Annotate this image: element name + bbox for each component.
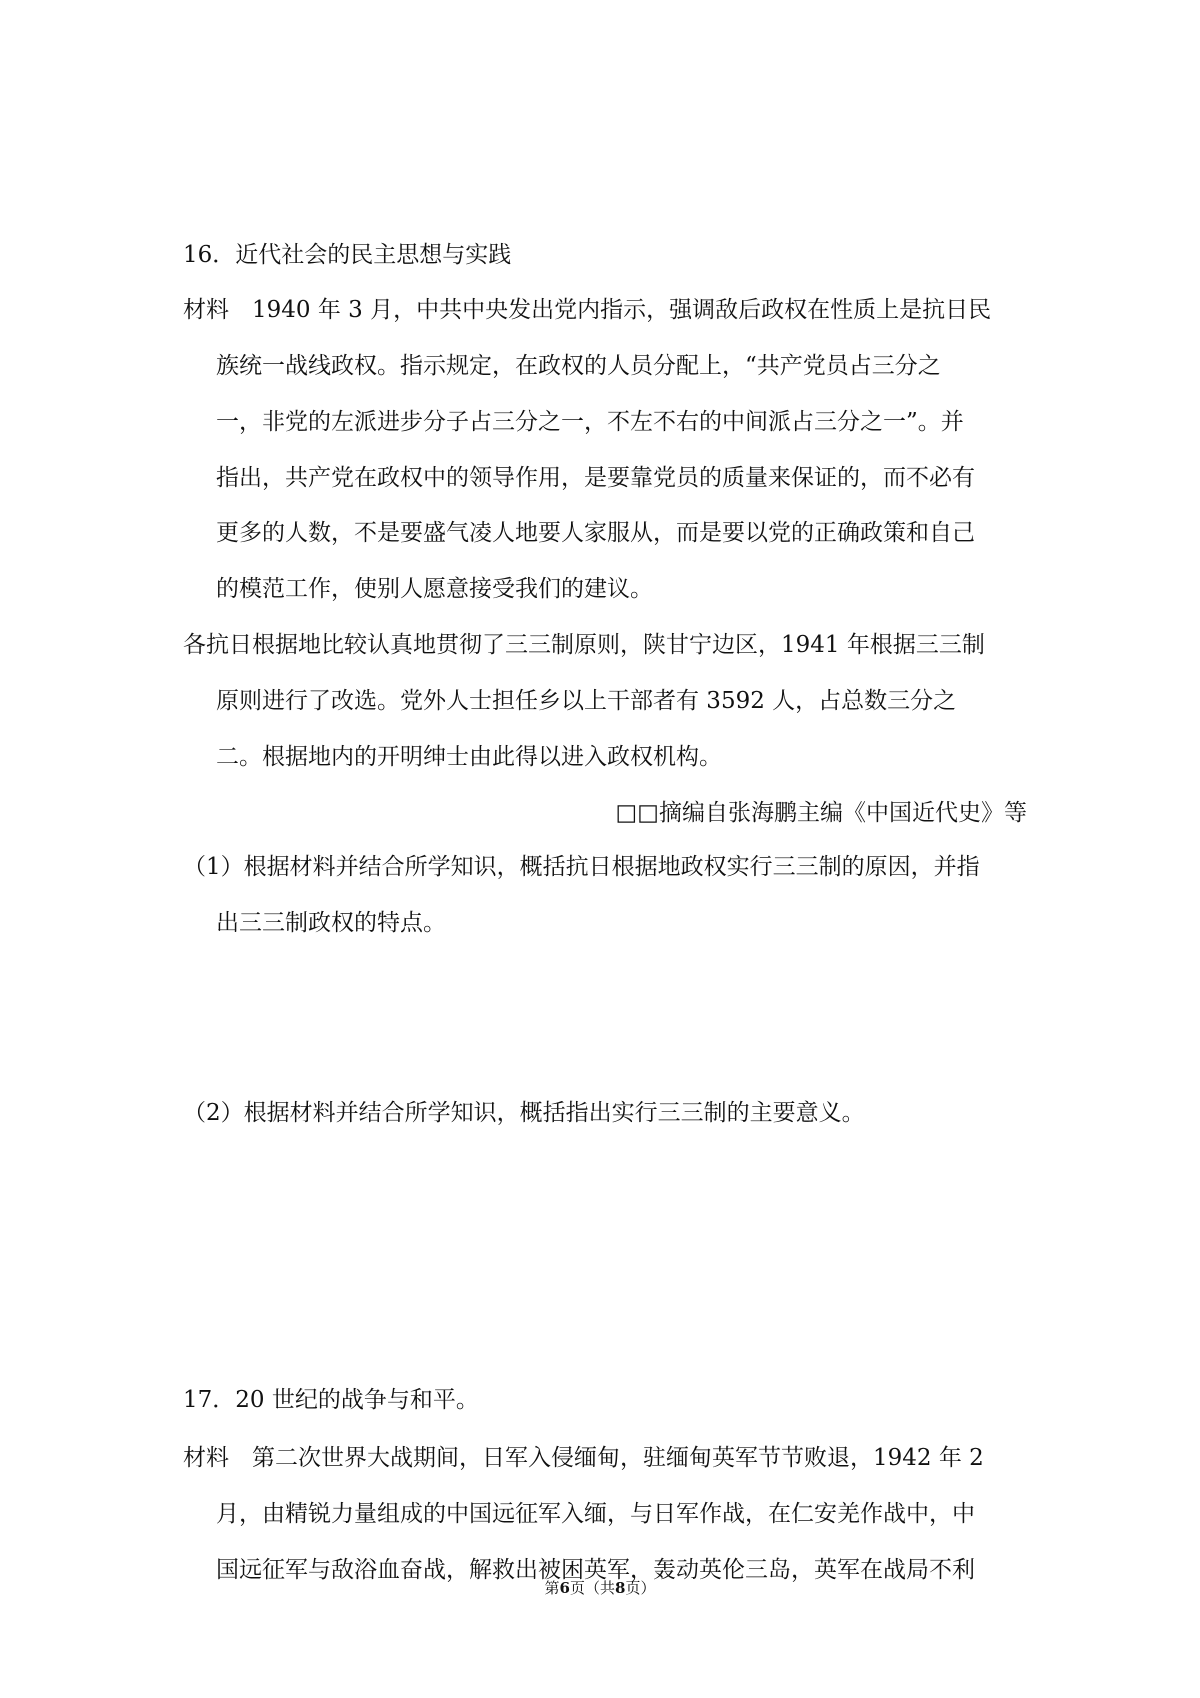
q16-paragraph2-line-3: 二。根据地内的开明绅士由此得以进入政权机构。 bbox=[216, 744, 722, 770]
q16-material-line-4: 指出，共产党在政权中的领导作用，是要靠党员的质量来保证的，而不必有 bbox=[216, 465, 975, 491]
footer-prefix: 第 bbox=[544, 1579, 560, 1597]
q16-subquestion-1-line-1: （1）根据材料并结合所学知识，概括抗日根据地政权实行三三制的原因，并指 bbox=[183, 854, 980, 880]
footer-middle: 页（共 bbox=[569, 1579, 615, 1597]
q16-paragraph2-line-2: 原则进行了改选。党外人士担任乡以上干部者有 3592 人，占总数三分之 bbox=[216, 688, 957, 714]
q16-paragraph2-line-1: 各抗日根据地比较认真地贯彻了三三制原则，陕甘宁边区，1941 年根据三三制 bbox=[183, 632, 985, 658]
q17-title: 17．20 世纪的战争与和平。 bbox=[183, 1387, 479, 1413]
q17-material-line-2: 月，由精锐力量组成的中国远征军入缅，与日军作战，在仁安羌作战中，中 bbox=[216, 1501, 975, 1527]
q17-material-line-3: 国远征军与敌浴血奋战，解救出被困英军，轰动英伦三岛，英军在战局不利 bbox=[216, 1557, 975, 1583]
q16-material-line-2: 族统一战线政权。指示规定，在政权的人员分配上，“共产党员占三分之 bbox=[216, 353, 941, 379]
q16-material-line-1: 材料 1940 年 3 月，中共中央发出党内指示，强调敌后政权在性质上是抗日民 bbox=[183, 297, 992, 323]
q16-material-line-5: 更多的人数，不是要盛气凌人地要人家服从，而是要以党的正确政策和自己 bbox=[216, 520, 975, 546]
q17-material-line-1: 材料 第二次世界大战期间，日军入侵缅甸，驻缅甸英军节节败退，1942 年 2 bbox=[183, 1445, 984, 1471]
q16-material-line-6: 的模范工作，使别人愿意接受我们的建议。 bbox=[216, 576, 653, 602]
current-page-number: 6 bbox=[559, 1579, 570, 1597]
q16-material-line-3: 一，非党的左派进步分子占三分之一，不左不右的中间派占三分之一”。并 bbox=[216, 409, 964, 435]
footer-suffix: 页） bbox=[625, 1579, 656, 1597]
page-footer bbox=[0, 1578, 1200, 1598]
total-page-count: 8 bbox=[615, 1579, 626, 1597]
q16-subquestion-2: （2）根据材料并结合所学知识，概括指出实行三三制的主要意义。 bbox=[183, 1100, 865, 1126]
q16-subquestion-1-line-2: 出三三制政权的特点。 bbox=[216, 910, 446, 936]
q16-title: 16．近代社会的民主思想与实践 bbox=[183, 242, 512, 268]
q16-source-attribution: □□摘编自张海鹏主编《中国近代史》等 bbox=[615, 800, 1027, 826]
